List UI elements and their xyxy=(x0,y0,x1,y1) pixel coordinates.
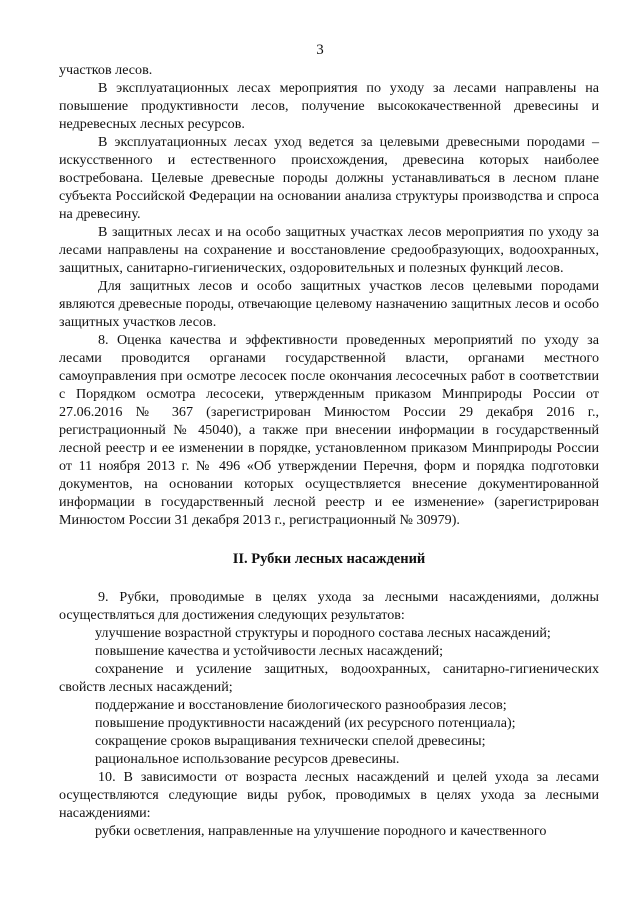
list-item: улучшение возрастной структуры и породного состава лесных насаждений; xyxy=(95,625,551,641)
paragraph: Для защитных лесов и особо защитных участков лесов целевыми породами являются древесные породы, отвечающие целевому назначению защитных лесов и особо защитных участков лесов. xyxy=(59,278,599,330)
paragraph-fragment: рубки осветления, направленные на улучшение породного и качественного xyxy=(95,823,547,839)
document-body xyxy=(59,61,599,840)
list-item: рациональное использование ресурсов древесины. xyxy=(95,751,400,767)
list-item: сокращение сроков выращивания технически спелой древесины; xyxy=(95,733,486,749)
list-item: повышение продуктивности насаждений (их ресурсного потенциала); xyxy=(95,715,516,731)
list-item: поддержание и восстановление биологического разнообразия лесов; xyxy=(95,697,507,713)
paragraph-item-10: 10. В зависимости от возраста лесных насаждений и целей ухода за лесами осуществляются следующие виды рубок, проводимых в целях ухода за лесными насаждениями: xyxy=(59,769,599,821)
paragraph-item-9: 9. Рубки, проводимые в целях ухода за лесными насаждениями, должны осуществляться для достижения следующих результатов: xyxy=(59,589,599,623)
paragraph: В эксплуатационных лесах мероприятия по уходу за лесами направлены на повышение продуктивности лесов, получение высококачественной древесины и недревесных лесных ресурсов. xyxy=(59,80,599,132)
section-heading: II. Рубки лесных насаждений xyxy=(232,551,426,567)
paragraph-continuation: участков лесов. xyxy=(59,62,153,78)
paragraph: В эксплуатационных лесах уход ведется за целевыми древесными породами – искусственного и естественного происхождения, древесина которых наиболее востребована. Целевые древесные породы должны устанавливаться в лесном плане субъекта Российской Федерации на основании анализа структуры производства и спроса на древесину. xyxy=(59,134,599,222)
page-number: 3 xyxy=(316,42,324,58)
list-item: повышение качества и устойчивости лесных насаждений; xyxy=(95,643,444,659)
paragraph: В защитных лесах и на особо защитных участках лесов мероприятия по уходу за лесами направлены на сохранение и восстановление средообразующих, водоохранных, защитных, санитарно-гигиенических, оздоровительных и полезных функций лесов. xyxy=(59,224,599,276)
paragraph-item-8: 8. Оценка качества и эффективности проведенных мероприятий по уходу за лесами проводится органами государственной власти, органами местного самоуправления при осмотре лесосек после окончания лесосечных работ в соответствии с Порядком осмотра лесосеки, утвержденным приказом Минприроды России от 27.06.2016 № 367 (зарегистрирован Минюстом России 29 декабря 2016 г., регистрационный № 45040), а также при внесении информации в государственный лесной реестр и ее изменении в порядке, установленном приказом Минприроды России от 11 ноября 2013 г. № 496 «Об утверждении Перечня, форм и порядка подготовки документов, на основании которых осуществляется внесение документированной информации в государственный лесной реестр и ее изменение» (зарегистрирован Минюстом России 31 декабря 2013 г., регистрационный № 30979). xyxy=(59,332,599,528)
list-item: сохранение и усиление защитных, водоохранных, санитарно-гигиенических свойств лесных насаждений; xyxy=(59,661,599,695)
